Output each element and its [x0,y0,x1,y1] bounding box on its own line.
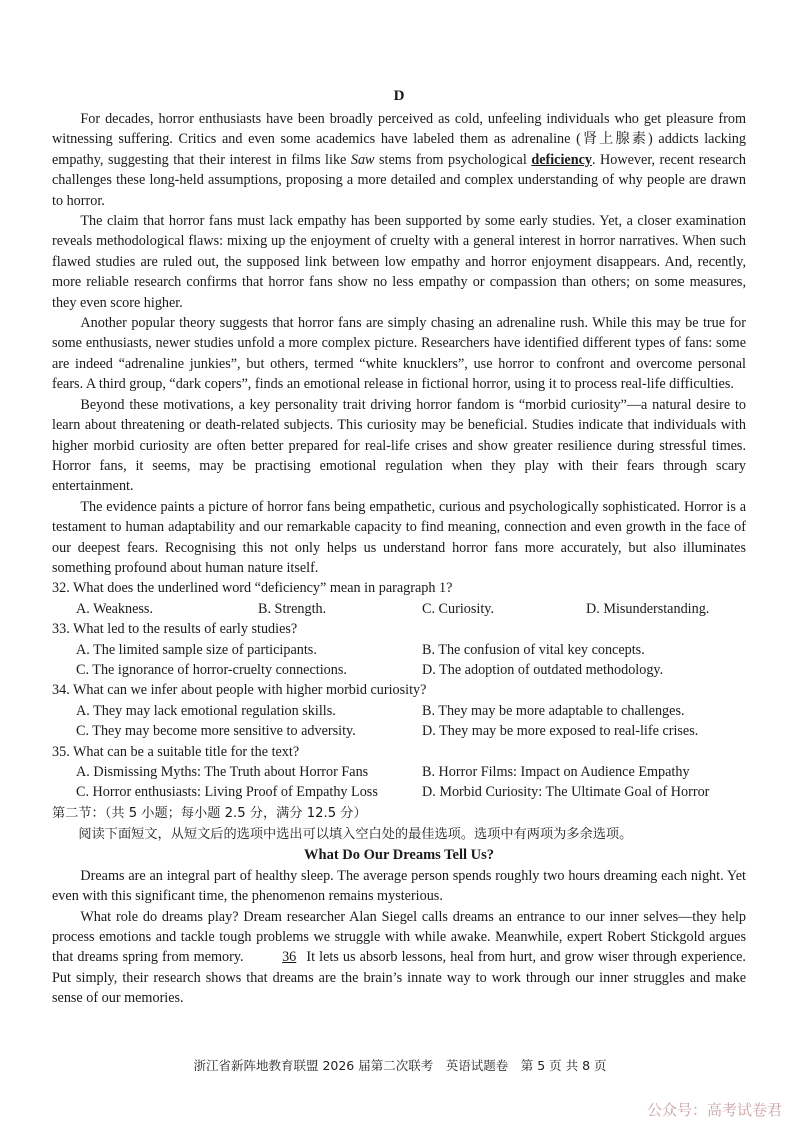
dreams-paragraph-2 [52,907,746,1009]
paragraph-5: The evidence paints a picture of horror fans being empathetic, curious and psychologically sophisticated. Horror is a testament to human adaptability and our remarkable capacity to find meaning, connection and even growth in the face of our deepest fears. Recognising this not only helps us understand horror fans more accurately, but also illuminates something profound about human nature itself. [52,498,746,576]
option-b: B. They may be more adaptable to challenges. [422,702,685,719]
option-a: A. The limited sample size of participants. [76,641,317,658]
paragraph-3: Another popular theory suggests that horror fans are simply chasing an adrenaline rush. While this may be true for some enthusiasts, newer studies unfold a more complex picture. Researchers have identified different types of fans: some are indeed “adrenaline junkies”, but others, termed “white knucklers”, use horror to confront and overcome personal fears. A third group, “dark copers”, finds an emotional release in fictional horror, using it to process real-life difficulties. [52,315,746,393]
question-34-options [52,701,746,742]
question-33-stem: 33. What led to the results of early studies? [52,621,298,638]
option-d: D. They may be more exposed to real-life crises. [422,723,699,740]
question-33-options [52,640,746,681]
dreams-paragraph-2-part-a: What role do dreams play? Dream researcher Alan Siegel calls dreams an entrance to our inner selves—they help process emotions and tackle tough problems we struggle with while awake. Meanwhile, expert Robert Stickgold argues that dreams spring from memory. [52,908,746,966]
paragraph-1-part-b: stems from psychological [374,151,532,168]
option-a: A. Weakness. [76,600,154,617]
question-32-options [52,599,746,619]
option-a: A. Dismissing Myths: The Truth about Horror Fans [76,764,369,780]
watermark: 公众号：高考试卷君 [646,1101,782,1119]
option-d: D. Morbid Curiosity: The Ultimate Goal of Horror [422,784,710,801]
section-letter: D [393,88,405,104]
option-c: C. The ignorance of horror-cruelty connections. [76,661,347,678]
question-35-stem: 35. What can be a suitable title for the text? [52,743,300,760]
passage-title: What Do Our Dreams Tell Us? [304,846,494,863]
option-a: A. They may lack emotional regulation skills. [76,702,336,719]
film-title-saw: Saw [350,151,375,168]
underlined-word: deficiency [531,151,592,168]
section-2-header: 第二节：（共 5 小题；每小题 2.5 分，满分 12.5 分） [52,805,367,821]
page-footer: 浙江省新阵地教育联盟 2026 届第二次联考 英语试题卷 第 5 页 共 8 页 [193,1058,607,1073]
option-b: B. The confusion of vital key concepts. [422,641,645,658]
option-c: C. Horror enthusiasts: Living Proof of Empathy Loss [76,784,378,801]
option-c: C. They may become more sensitive to adversity. [76,723,356,740]
dreams-paragraph-1: Dreams are an integral part of healthy sleep. The average person spends roughly two hours dreaming each night. Yet even with this significant time, the phenomenon remains mysterious. [52,867,746,905]
option-d: D. Misunderstanding. [586,600,710,617]
blank-36: 36 [282,949,297,966]
option-b: B. Horror Films: Impact on Audience Empathy [422,764,690,780]
question-32-stem: 32. What does the underlined word “deficiency” mean in paragraph 1? [52,580,453,597]
paragraph-1-part-a: For decades, horror enthusiasts have been broadly perceived as cold, unfeeling individuals who get pleasure from witnessing suffering. Critics and even some academics have labeled them as adrenaline (肾上腺素) addicts lacking empathy, suggesting that their interest in films like [52,111,746,168]
dreams-paragraph-2-part-b: It lets us absorb lessons, heal from hurt, and grow wiser through experience. Put simply, their research shows that dreams are the brain’s innate way to work through our inner struggles and make sense of our memories. [52,949,746,1007]
paragraph-4: Beyond these motivations, a key personality trait driving horror fandom is “morbid curiosity”—a natural desire to learn about threatening or death-related subjects. This curiosity may be beneficial. Studies indicate that individuals with higher morbid curiosity are often better prepared for real-life crises and show greater resilience during stressful times. Horror fans, it seems, may be practising emotional regulation when they play with their fears through scary entertainment. [52,396,746,495]
question-34-stem: 34. What can we infer about people with higher morbid curiosity? [52,682,427,699]
section-2-instruction: 阅读下面短文，从短文后的选项中选出可以填入空白处的最佳选项。选项中有两项为多余选项。 [78,826,633,842]
question-35-options [52,762,746,803]
paragraph-1-part-c: . However, recent research challenges these long-held assumptions, proposing a more detailed and complex understanding of why people are drawn to horror. [52,151,746,209]
option-b: B. Strength. [258,600,327,617]
paragraph-2: The claim that horror fans must lack empathy has been supported by some early studies. Yet, a closer examination reveals methodological flaws: mixing up the enjoyment of cruelty with a general interest in horror narratives. When such flawed studies are ruled out, the supposed link between low empathy and horror enjoyment disappears. And, recently, more reliable research confirms that horror fans show no less empathy or compassion than others; on some measures, they even score higher. [52,213,746,311]
option-d: D. The adoption of outdated methodology. [422,661,664,678]
paragraph-1 [52,109,746,211]
exam-page [52,88,746,1009]
option-c: C. Curiosity. [422,600,494,617]
